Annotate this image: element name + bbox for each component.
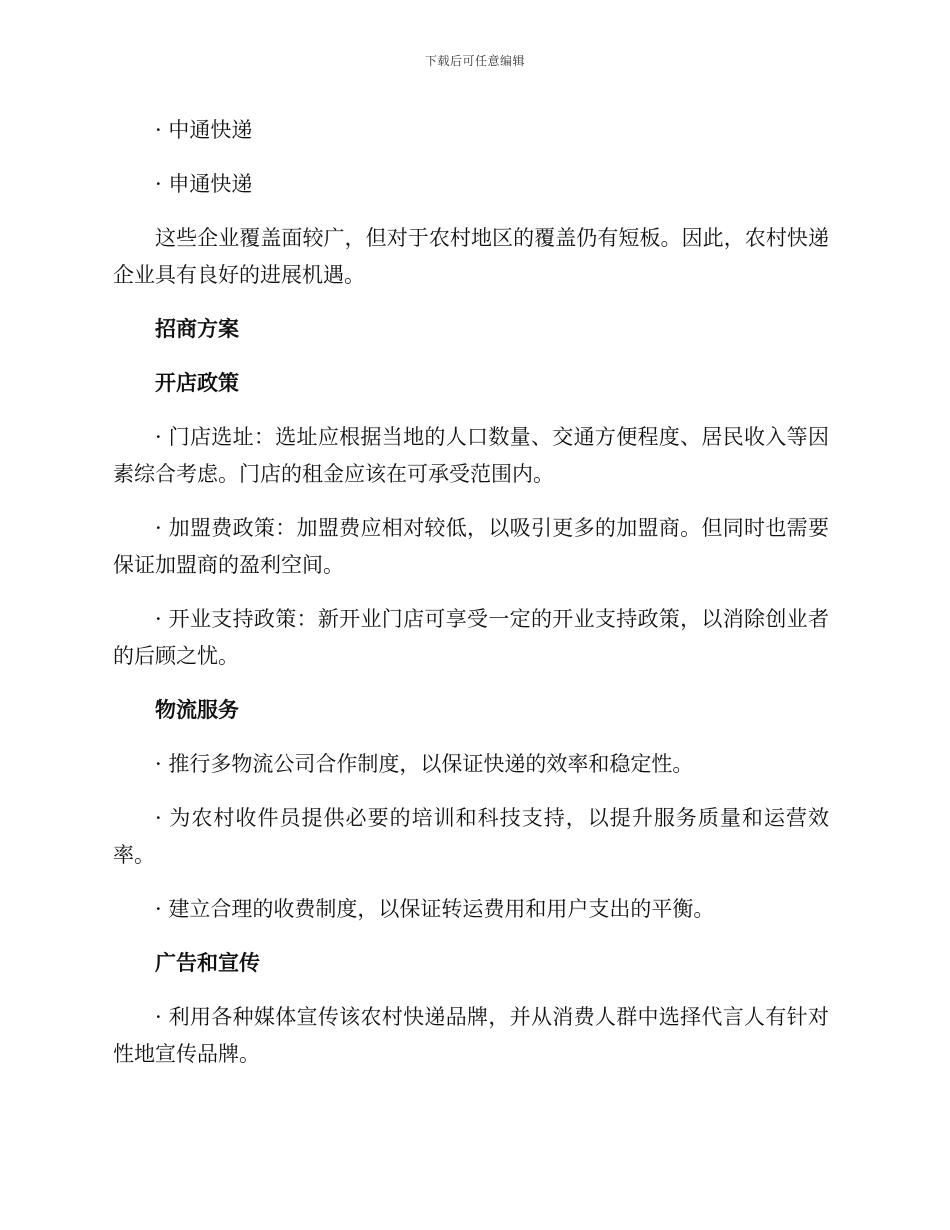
bullet-item: · 中通快递: [155, 118, 253, 142]
bullet-item: · 申通快递: [155, 172, 253, 196]
bullet-item: · 加盟费政策：加盟费应相对较低，以吸引更多的加盟商。但同时也需要保证加盟商的盈利空间。: [113, 516, 829, 577]
bullet-item: · 开业支持政策：新开业门店可享受一定的开业支持政策，以消除创业者的后顾之忧。: [113, 607, 829, 668]
header-note: 下载后可任意编辑: [424, 54, 525, 68]
subsection-heading: 广告和宣传: [155, 951, 260, 975]
subsection-heading: 开店政策: [155, 371, 239, 395]
bullet-item: · 利用各种媒体宣传该农村快递品牌，并从消费人群中选择代言人有针对性地宣传品牌。: [113, 1005, 829, 1066]
bullet-item: · 门店选址：选址应根据当地的人口数量、交通方便程度、居民收入等因素综合考虑。门店的租金应该在可承受范围内。: [113, 425, 829, 486]
body-paragraph: 这些企业覆盖面较广，但对于农村地区的覆盖仍有短板。因此，农村快递企业具有良好的进展机遇。: [113, 226, 829, 287]
subsection-heading: 物流服务: [155, 698, 239, 722]
bullet-item: · 推行多物流公司合作制度，以保证快递的效率和稳定性。: [155, 752, 694, 776]
document-body: [113, 112, 829, 1090]
bullet-item: · 建立合理的收费制度，以保证转运费用和用户支出的平衡。: [155, 897, 715, 921]
section-heading: 招商方案: [155, 317, 239, 341]
bullet-item: · 为农村收件员提供必要的培训和科技支持，以提升服务质量和运营效率。: [113, 806, 829, 867]
